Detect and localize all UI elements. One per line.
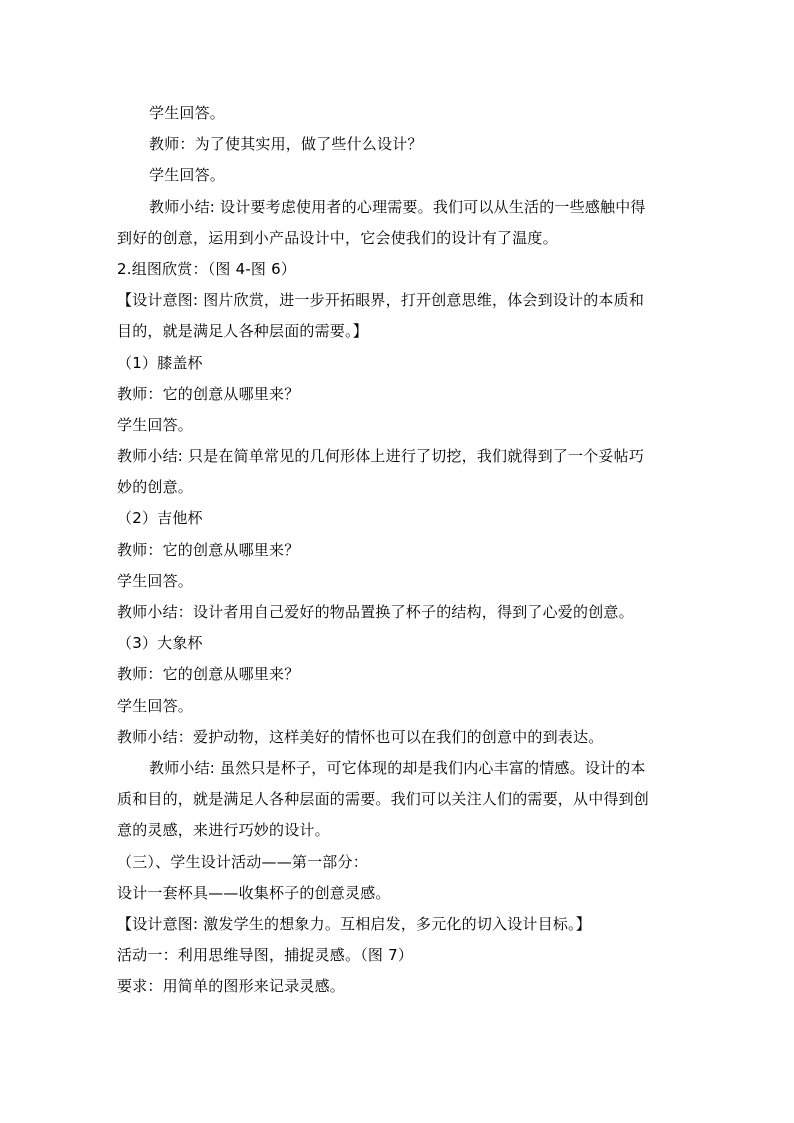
paragraph-line: 学生回答。 bbox=[149, 104, 226, 122]
design-intent-line: 目的，就是满足人各种层面的需要。】 bbox=[117, 322, 368, 341]
document-body bbox=[117, 98, 677, 1002]
paragraph-line: 妙的创意。 bbox=[117, 478, 194, 497]
paragraph-line: 学生回答。 bbox=[117, 571, 194, 590]
paragraph-line: 教师：为了使其实用，做了些什么设计？ bbox=[149, 135, 423, 154]
section-heading: （三）、学生设计活动——第一部分： bbox=[117, 852, 368, 871]
paragraph-line: 教师小结：设计者用自己爱好的物品置换了杯子的结构，得到了心爱的创意。 bbox=[117, 603, 634, 621]
paragraph-line: 学生回答。 bbox=[149, 166, 226, 185]
design-intent-line: 【设计意图: 激发学生的想象力。互相启发，多元化的切入设计目标。】 bbox=[117, 914, 591, 933]
item-heading: （3）大象杯 bbox=[117, 634, 203, 653]
paragraph-line: 意的灵感，来进行巧妙的设计。 bbox=[117, 821, 330, 840]
design-intent-line: 【设计意图: 图片欣赏，进一步开拓眼界，打开创意思维，体会到设计的本质和 bbox=[117, 291, 645, 310]
paragraph-line: 质和目的，就是满足人各种层面的需要。我们可以关注人们的需要，从中得到创 bbox=[117, 790, 650, 809]
paragraph-line: 到好的创意，运用到小产品设计中，它会使我们的设计有了温度。 bbox=[117, 228, 558, 247]
paragraph-line: 教师小结: 设计要考虑使用者的心理需要。我们可以从生活的一些感触中得 bbox=[149, 197, 646, 216]
item-heading: （2）吉他杯 bbox=[117, 509, 203, 528]
paragraph-line: 学生回答。 bbox=[117, 415, 194, 434]
paragraph-line: 教师：它的创意从哪里来？ bbox=[117, 384, 300, 403]
paragraph-line: 学生回答。 bbox=[117, 696, 194, 715]
paragraph-line: 教师小结：爱护动物，这样美好的情怀也可以在我们的创意中的到表达。 bbox=[117, 727, 604, 746]
paragraph-line: 要求：用简单的图形来记录灵感。 bbox=[117, 977, 346, 996]
section-heading: 2.组图欣赏：（图 4-图 6） bbox=[117, 259, 297, 278]
paragraph-line: 教师小结: 虽然只是杯子，可它体现的却是我们内心丰富的情感。设计的本 bbox=[149, 758, 646, 777]
paragraph-line: 教师：它的创意从哪里来？ bbox=[117, 540, 300, 559]
paragraph-line: 教师小结: 只是在简单常见的几何形体上进行了切挖，我们就得到了一个妥帖巧 bbox=[117, 447, 645, 466]
item-heading: （1）膝盖杯 bbox=[117, 353, 203, 372]
paragraph-line: 活动一：利用思维导图，捕捉灵感。（图 7） bbox=[117, 946, 414, 965]
paragraph-line: 设计一套杯具——收集杯子的创意灵感。 bbox=[117, 883, 391, 902]
paragraph-line: 教师：它的创意从哪里来？ bbox=[117, 665, 300, 684]
